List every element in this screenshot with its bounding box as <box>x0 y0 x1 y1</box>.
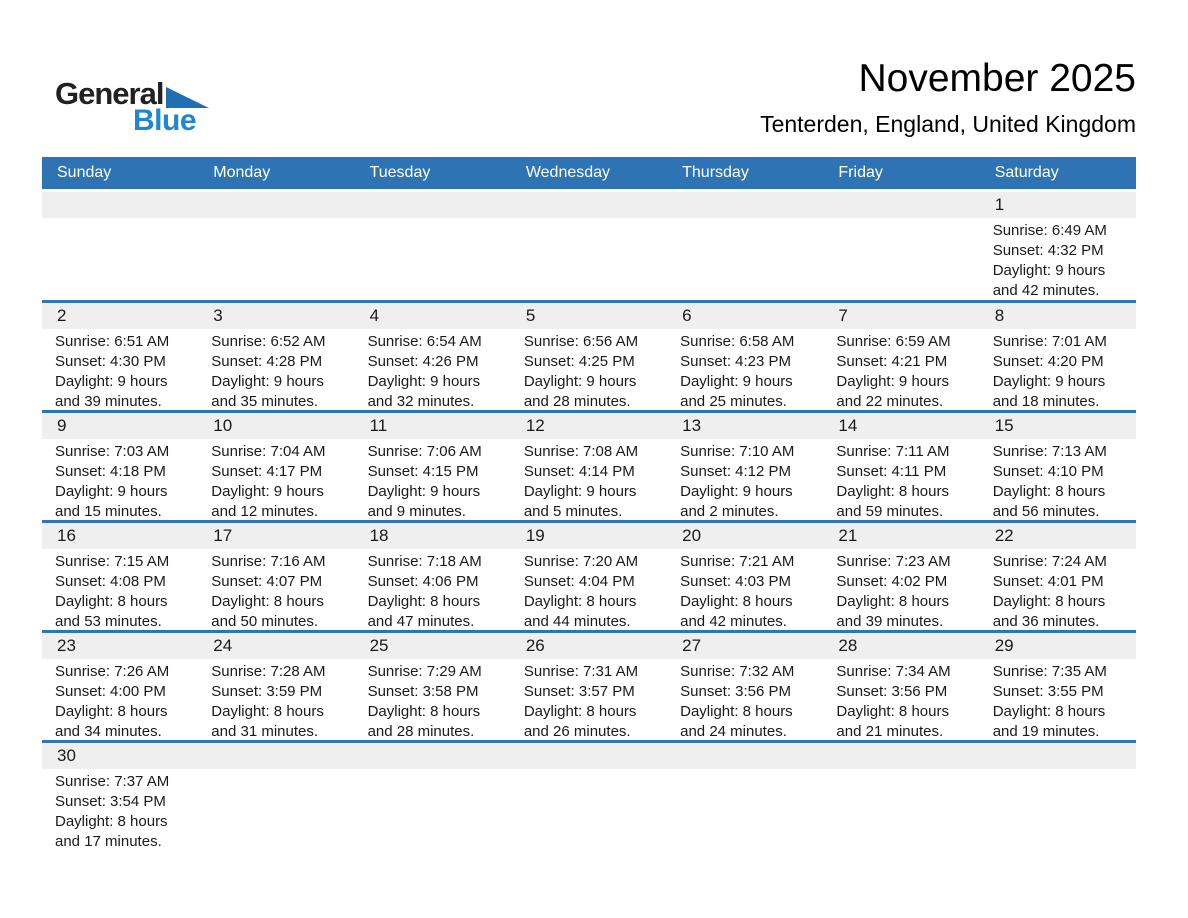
day-sun-info-line: Sunset: 4:15 PM <box>367 463 479 480</box>
day-sun-info <box>42 329 198 412</box>
day-sun-info-line: and 9 minutes. <box>367 503 466 520</box>
day-sun-info-line: and 2 minutes. <box>680 503 779 520</box>
day-number: 22 <box>980 523 1136 549</box>
day-cell-30 <box>42 743 198 860</box>
day-number: 1 <box>980 192 1136 218</box>
day-sun-info-line: Sunset: 4:20 PM <box>992 353 1104 370</box>
day-sun-info-line: Daylight: 8 hours <box>680 593 793 610</box>
day-sun-info-line: Sunrise: 7:24 AM <box>992 553 1107 570</box>
day-sun-info-line: Sunrise: 7:03 AM <box>55 443 170 460</box>
day-sun-info-line: Daylight: 9 hours <box>211 483 324 500</box>
day-number <box>667 743 823 769</box>
day-cell-9 <box>42 413 198 520</box>
day-number <box>823 192 979 218</box>
week-row-4 <box>42 520 1136 630</box>
day-cell-16 <box>42 523 198 630</box>
day-number: 18 <box>355 523 511 549</box>
day-sun-info-line: Sunrise: 7:34 AM <box>836 663 951 680</box>
day-number <box>355 192 511 218</box>
day-sun-info <box>667 659 823 742</box>
day-number: 26 <box>511 633 667 659</box>
day-number <box>511 743 667 769</box>
day-sun-info-line: Sunset: 4:06 PM <box>367 573 479 590</box>
day-sun-info-line: Sunrise: 7:20 AM <box>523 553 639 570</box>
day-number: 10 <box>198 413 354 439</box>
day-cell-12 <box>511 413 667 520</box>
week-row-6 <box>42 740 1136 860</box>
day-sun-info-line: and 12 minutes. <box>211 503 319 520</box>
day-cell-empty <box>823 192 979 300</box>
day-sun-info-line: and 35 minutes. <box>211 393 319 410</box>
day-sun-info-line: and 42 minutes. <box>992 282 1100 299</box>
week-row-2 <box>42 300 1136 410</box>
day-sun-info-line: and 28 minutes. <box>523 393 631 410</box>
day-sun-info-line: Sunset: 4:32 PM <box>992 242 1104 259</box>
day-cell-empty <box>823 743 979 860</box>
day-sun-info <box>980 549 1136 632</box>
day-sun-info-line: Daylight: 8 hours <box>992 703 1106 720</box>
day-number <box>667 192 823 218</box>
day-cell-22 <box>980 523 1136 630</box>
day-cell-empty <box>667 743 823 860</box>
title-block <box>760 58 1136 138</box>
general-blue-logo <box>55 78 209 136</box>
day-cell-empty <box>198 192 354 300</box>
day-sun-info-line: Sunrise: 7:13 AM <box>992 443 1107 460</box>
day-number: 12 <box>511 413 667 439</box>
day-number: 28 <box>823 633 979 659</box>
day-sun-info-line: Daylight: 9 hours <box>55 373 168 390</box>
day-number: 16 <box>42 523 198 549</box>
day-number: 15 <box>980 413 1136 439</box>
day-sun-info-line: Sunrise: 7:21 AM <box>680 553 795 570</box>
day-cell-27 <box>667 633 823 740</box>
day-sun-info-line: and 53 minutes. <box>55 613 162 630</box>
day-number: 7 <box>823 303 979 329</box>
day-cell-4 <box>355 303 511 410</box>
day-cell-empty <box>980 743 1136 860</box>
day-number: 23 <box>42 633 198 659</box>
day-sun-info-line: Sunrise: 6:58 AM <box>680 333 795 350</box>
day-sun-info-line: Daylight: 8 hours <box>367 593 481 610</box>
day-sun-info-line: Sunset: 3:58 PM <box>367 683 479 700</box>
day-sun-info <box>511 218 667 221</box>
day-sun-info <box>511 659 667 742</box>
day-sun-info-line: Daylight: 9 hours <box>211 373 324 390</box>
day-sun-info-line: Sunset: 4:17 PM <box>211 463 323 480</box>
day-sun-info <box>355 549 511 632</box>
day-sun-info-line: Sunrise: 7:18 AM <box>367 553 482 570</box>
day-sun-info-line: and 44 minutes. <box>523 613 631 630</box>
day-number: 30 <box>42 743 198 769</box>
day-sun-info-line: Daylight: 9 hours <box>367 483 481 500</box>
day-sun-info-line: Daylight: 8 hours <box>523 703 637 720</box>
day-number: 9 <box>42 413 198 439</box>
day-sun-info-line: Sunset: 4:00 PM <box>55 683 166 700</box>
day-sun-info-line: and 21 minutes. <box>836 723 944 740</box>
day-sun-info-line: Daylight: 9 hours <box>55 483 168 500</box>
day-sun-info-line: Sunrise: 7:31 AM <box>523 663 639 680</box>
day-sun-info-line: and 24 minutes. <box>680 723 787 740</box>
day-sun-info-line: Daylight: 9 hours <box>367 373 481 390</box>
day-sun-info-line: Sunset: 4:12 PM <box>680 463 792 480</box>
day-sun-info-line: Sunrise: 7:06 AM <box>367 443 482 460</box>
day-sun-info-line: and 39 minutes. <box>836 613 944 630</box>
day-sun-info <box>511 329 667 412</box>
day-number: 19 <box>511 523 667 549</box>
day-number: 4 <box>355 303 511 329</box>
day-sun-info-line: and 22 minutes. <box>836 393 944 410</box>
day-sun-info-line: Sunset: 3:57 PM <box>523 683 635 700</box>
day-sun-info-line: Sunrise: 7:08 AM <box>523 443 639 460</box>
day-sun-info-line: Daylight: 9 hours <box>836 373 949 390</box>
day-cell-18 <box>355 523 511 630</box>
day-cell-11 <box>355 413 511 520</box>
day-sun-info <box>42 218 198 221</box>
day-cell-5 <box>511 303 667 410</box>
day-sun-info-line: and 36 minutes. <box>992 613 1100 630</box>
day-sun-info-line: and 25 minutes. <box>680 393 787 410</box>
weekday-sunday: Sunday <box>57 164 112 181</box>
day-sun-info-line: Daylight: 8 hours <box>836 593 949 610</box>
day-cell-23 <box>42 633 198 740</box>
day-sun-info <box>980 329 1136 412</box>
day-sun-info-line: and 15 minutes. <box>55 503 162 520</box>
day-sun-info <box>42 439 198 522</box>
day-sun-info <box>511 549 667 632</box>
day-sun-info <box>823 549 979 632</box>
day-sun-info-line: Sunset: 3:54 PM <box>55 793 166 810</box>
day-sun-info-line: Daylight: 8 hours <box>55 813 168 830</box>
day-cell-14 <box>823 413 979 520</box>
day-sun-info-line: Sunset: 4:10 PM <box>992 463 1104 480</box>
day-number: 14 <box>823 413 979 439</box>
day-sun-info-line: Sunset: 3:56 PM <box>680 683 792 700</box>
day-sun-info <box>667 439 823 522</box>
calendar-table <box>42 157 1136 860</box>
day-sun-info-line: and 47 minutes. <box>367 613 475 630</box>
day-sun-info-line: Sunset: 4:01 PM <box>992 573 1104 590</box>
day-cell-8 <box>980 303 1136 410</box>
day-sun-info-line: and 18 minutes. <box>992 393 1100 410</box>
day-sun-info-line: and 32 minutes. <box>367 393 475 410</box>
day-sun-info-line: Sunset: 4:26 PM <box>367 353 479 370</box>
day-number: 8 <box>980 303 1136 329</box>
day-sun-info-line: and 19 minutes. <box>992 723 1100 740</box>
day-sun-info-line: Sunrise: 6:51 AM <box>55 333 170 350</box>
day-cell-1 <box>980 192 1136 300</box>
day-sun-info <box>823 329 979 412</box>
day-sun-info-line: Sunrise: 7:29 AM <box>367 663 482 680</box>
day-number <box>198 743 354 769</box>
day-sun-info-line: Sunset: 4:21 PM <box>836 353 948 370</box>
day-sun-info-line: Sunset: 4:23 PM <box>680 353 792 370</box>
day-sun-info-line: and 39 minutes. <box>55 393 162 410</box>
day-number: 24 <box>198 633 354 659</box>
day-number: 3 <box>198 303 354 329</box>
day-cell-20 <box>667 523 823 630</box>
day-sun-info <box>667 329 823 412</box>
day-sun-info-line: Sunrise: 6:54 AM <box>367 333 482 350</box>
day-sun-info-line: Sunrise: 6:52 AM <box>211 333 326 350</box>
day-cell-26 <box>511 633 667 740</box>
day-number: 21 <box>823 523 979 549</box>
day-sun-info-line: and 50 minutes. <box>211 613 319 630</box>
day-sun-info-line: Daylight: 8 hours <box>211 703 324 720</box>
day-cell-24 <box>198 633 354 740</box>
day-number <box>980 743 1136 769</box>
weekday-monday: Monday <box>213 164 271 181</box>
day-sun-info-line: Sunset: 4:02 PM <box>836 573 948 590</box>
day-sun-info-line: Daylight: 8 hours <box>992 483 1106 500</box>
day-sun-info-line: Sunset: 3:55 PM <box>992 683 1104 700</box>
day-sun-info-line: Daylight: 8 hours <box>211 593 324 610</box>
day-sun-info-line: Sunset: 3:59 PM <box>211 683 323 700</box>
day-sun-info-line: Daylight: 8 hours <box>836 703 949 720</box>
day-number: 29 <box>980 633 1136 659</box>
day-number: 11 <box>355 413 511 439</box>
day-sun-info <box>198 218 354 221</box>
day-number <box>198 192 354 218</box>
day-cell-empty <box>355 743 511 860</box>
day-sun-info-line: and 56 minutes. <box>992 503 1100 520</box>
day-number: 20 <box>667 523 823 549</box>
day-number: 5 <box>511 303 667 329</box>
day-cell-21 <box>823 523 979 630</box>
day-sun-info-line: and 34 minutes. <box>55 723 162 740</box>
day-sun-info-line: and 5 minutes. <box>523 503 623 520</box>
day-cell-empty <box>511 192 667 300</box>
day-number <box>511 192 667 218</box>
day-sun-info <box>198 329 354 412</box>
day-sun-info-line: Sunrise: 7:35 AM <box>992 663 1107 680</box>
page-subtitle: Tenterden, England, United Kingdom <box>760 110 1136 137</box>
day-cell-2 <box>42 303 198 410</box>
day-sun-info <box>823 769 979 772</box>
day-sun-info <box>980 769 1136 772</box>
week-row-5 <box>42 630 1136 740</box>
day-cell-10 <box>198 413 354 520</box>
day-sun-info-line: Sunrise: 7:01 AM <box>992 333 1107 350</box>
day-sun-info-line: Sunrise: 7:16 AM <box>211 553 326 570</box>
weekday-saturday: Saturday <box>994 164 1059 181</box>
day-sun-info-line: Sunset: 3:56 PM <box>836 683 948 700</box>
day-sun-info-line: Sunrise: 7:23 AM <box>836 553 951 570</box>
day-sun-info-line: and 28 minutes. <box>367 723 475 740</box>
calendar-weeks <box>42 192 1136 860</box>
weekday-tuesday: Tuesday <box>369 164 431 181</box>
weekday-thursday: Thursday <box>682 164 749 181</box>
day-sun-info-line: Sunrise: 7:04 AM <box>211 443 326 460</box>
day-sun-info <box>198 659 354 742</box>
day-cell-empty <box>667 192 823 300</box>
day-sun-info-line: Sunrise: 7:37 AM <box>55 773 170 790</box>
day-cell-empty <box>42 192 198 300</box>
day-number <box>42 192 198 218</box>
day-number: 6 <box>667 303 823 329</box>
day-sun-info-line: Sunrise: 6:59 AM <box>836 333 951 350</box>
day-sun-info <box>198 439 354 522</box>
day-cell-empty <box>198 743 354 860</box>
day-cell-28 <box>823 633 979 740</box>
day-sun-info-line: Sunset: 4:25 PM <box>523 353 635 370</box>
day-sun-info-line: Sunset: 4:18 PM <box>55 463 166 480</box>
day-sun-info-line: Sunrise: 6:49 AM <box>992 222 1107 239</box>
day-cell-7 <box>823 303 979 410</box>
day-sun-info <box>980 218 1136 301</box>
day-sun-info-line: Daylight: 9 hours <box>992 373 1106 390</box>
day-sun-info <box>355 329 511 412</box>
day-cell-19 <box>511 523 667 630</box>
day-cell-25 <box>355 633 511 740</box>
day-sun-info <box>667 218 823 221</box>
day-sun-info-line: Sunrise: 7:10 AM <box>680 443 795 460</box>
day-cell-29 <box>980 633 1136 740</box>
day-sun-info-line: Daylight: 8 hours <box>55 593 168 610</box>
day-sun-info-line: and 17 minutes. <box>55 833 162 850</box>
day-sun-info <box>42 549 198 632</box>
day-sun-info-line: Daylight: 9 hours <box>992 262 1106 279</box>
day-number <box>355 743 511 769</box>
day-sun-info-line: Sunrise: 6:56 AM <box>523 333 639 350</box>
day-sun-info-line: Daylight: 9 hours <box>523 373 637 390</box>
day-sun-info-line: Daylight: 9 hours <box>680 483 793 500</box>
day-sun-info <box>667 549 823 632</box>
day-sun-info-line: Sunset: 4:04 PM <box>523 573 635 590</box>
day-sun-info-line: Daylight: 8 hours <box>367 703 481 720</box>
day-sun-info-line: Sunset: 4:07 PM <box>211 573 323 590</box>
day-cell-15 <box>980 413 1136 520</box>
day-sun-info <box>823 218 979 221</box>
weekday-header-row <box>42 157 1136 189</box>
day-sun-info <box>42 659 198 742</box>
day-sun-info-line: Sunrise: 7:32 AM <box>680 663 795 680</box>
day-sun-info-line: Sunrise: 7:26 AM <box>55 663 170 680</box>
day-sun-info-line: and 26 minutes. <box>523 723 631 740</box>
day-cell-3 <box>198 303 354 410</box>
day-sun-info <box>823 659 979 742</box>
day-sun-info <box>355 439 511 522</box>
day-sun-info-line: Sunrise: 7:28 AM <box>211 663 326 680</box>
day-sun-info-line: Sunset: 4:30 PM <box>55 353 166 370</box>
day-sun-info-line: Daylight: 8 hours <box>836 483 949 500</box>
week-row-3 <box>42 410 1136 520</box>
day-sun-info-line: Daylight: 8 hours <box>55 703 168 720</box>
day-number: 13 <box>667 413 823 439</box>
day-sun-info-line: Daylight: 9 hours <box>523 483 637 500</box>
day-sun-info <box>355 769 511 772</box>
day-cell-empty <box>355 192 511 300</box>
logo-text-general: General <box>55 76 164 111</box>
day-sun-info-line: and 31 minutes. <box>211 723 319 740</box>
page-title: November 2025 <box>858 57 1136 100</box>
day-sun-info-line: Daylight: 8 hours <box>680 703 793 720</box>
day-sun-info <box>823 439 979 522</box>
day-sun-info <box>42 769 198 852</box>
day-sun-info-line: Sunset: 4:28 PM <box>211 353 323 370</box>
day-cell-17 <box>198 523 354 630</box>
day-sun-info <box>511 439 667 522</box>
day-number: 25 <box>355 633 511 659</box>
day-sun-info-line: Daylight: 8 hours <box>992 593 1106 610</box>
day-sun-info <box>980 659 1136 742</box>
day-sun-info-line: and 42 minutes. <box>680 613 787 630</box>
day-sun-info-line: Sunset: 4:03 PM <box>680 573 792 590</box>
day-sun-info-line: Sunset: 4:11 PM <box>836 463 947 480</box>
weekday-friday: Friday <box>838 164 883 181</box>
day-sun-info-line: Daylight: 9 hours <box>680 373 793 390</box>
day-sun-info-line: Sunset: 4:14 PM <box>523 463 635 480</box>
day-sun-info <box>355 218 511 221</box>
day-sun-info-line: Sunset: 4:08 PM <box>55 573 166 590</box>
day-sun-info <box>198 769 354 772</box>
logo-text-blue: Blue <box>133 104 197 137</box>
day-cell-empty <box>511 743 667 860</box>
week-row-1 <box>42 192 1136 300</box>
day-number: 2 <box>42 303 198 329</box>
day-cell-6 <box>667 303 823 410</box>
day-sun-info <box>980 439 1136 522</box>
day-cell-13 <box>667 413 823 520</box>
day-sun-info <box>355 659 511 742</box>
weekday-wednesday: Wednesday <box>525 164 611 181</box>
day-number: 17 <box>198 523 354 549</box>
day-sun-info <box>511 769 667 772</box>
day-sun-info <box>667 769 823 772</box>
day-sun-info-line: and 59 minutes. <box>836 503 944 520</box>
day-sun-info-line: Daylight: 8 hours <box>523 593 637 610</box>
day-sun-info <box>198 549 354 632</box>
day-number <box>823 743 979 769</box>
day-number: 27 <box>667 633 823 659</box>
day-sun-info-line: Sunrise: 7:11 AM <box>836 443 950 460</box>
day-sun-info-line: Sunrise: 7:15 AM <box>55 553 170 570</box>
